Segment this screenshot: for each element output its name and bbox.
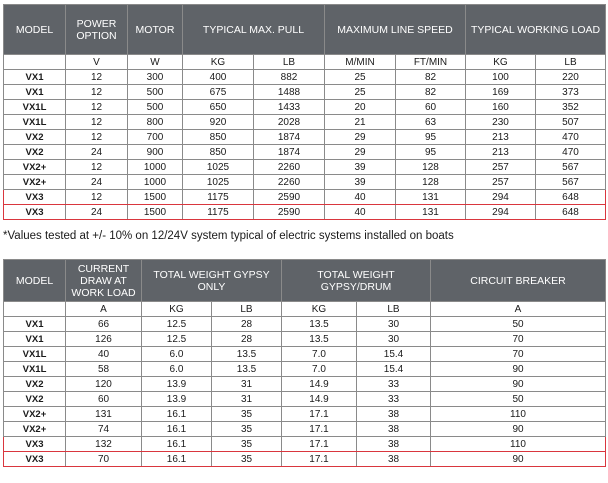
value-cell: 100 [466,70,536,85]
value-cell: 920 [183,115,254,130]
table-row [4,377,606,392]
value-cell: 257 [466,175,536,190]
value-cell: 12.5 [142,332,212,347]
weights-table [3,259,606,467]
units-row [4,302,606,317]
value-cell: 38 [357,437,431,452]
value-cell: 15.4 [357,362,431,377]
value-cell: 12 [66,85,128,100]
unit-cell [4,302,66,317]
table-row [4,392,606,407]
value-cell: 50 [431,392,606,407]
unit-cell: A [66,302,142,317]
value-cell: 1874 [254,145,325,160]
table-row [4,347,606,362]
model-cell: VX1L [4,347,66,362]
model-cell: VX3 [4,190,66,205]
model-cell: VX2+ [4,175,66,190]
value-cell: 13.5 [212,362,282,377]
value-cell: 13.5 [282,332,357,347]
table-row [4,332,606,347]
model-cell: VX2+ [4,407,66,422]
value-cell: 17.1 [282,452,357,467]
value-cell: 60 [66,392,142,407]
value-cell: 2260 [254,160,325,175]
value-cell: 110 [431,437,606,452]
value-cell: 2028 [254,115,325,130]
value-cell: 6.0 [142,362,212,377]
model-cell: VX2 [4,130,66,145]
value-cell: 294 [466,190,536,205]
table-row [4,205,606,220]
table-row [4,70,606,85]
value-cell: 1488 [254,85,325,100]
value-cell: 16.1 [142,422,212,437]
value-cell: 126 [66,332,142,347]
header-model: MODEL [4,5,66,55]
value-cell: 213 [466,130,536,145]
value-cell: 13.9 [142,392,212,407]
value-cell: 30 [357,332,431,347]
model-cell: VX1 [4,85,66,100]
model-cell: VX1 [4,70,66,85]
value-cell: 30 [357,317,431,332]
value-cell: 90 [431,377,606,392]
value-cell: 29 [325,145,396,160]
value-cell: 63 [396,115,466,130]
model-cell: VX3 [4,452,66,467]
value-cell: 160 [466,100,536,115]
value-cell: 12 [66,70,128,85]
unit-cell: KG [282,302,357,317]
value-cell: 58 [66,362,142,377]
value-cell: 1500 [128,205,183,220]
value-cell: 470 [536,130,606,145]
value-cell: 567 [536,160,606,175]
unit-cell: A [431,302,606,317]
table-row [4,362,606,377]
unit-cell [4,55,66,70]
value-cell: 1025 [183,175,254,190]
value-cell: 1025 [183,160,254,175]
table-row [4,407,606,422]
value-cell: 70 [431,332,606,347]
value-cell: 1000 [128,175,183,190]
header-line-speed: MAXIMUM LINE SPEED [325,5,466,55]
value-cell: 12.5 [142,317,212,332]
value-cell: 35 [212,437,282,452]
value-cell: 700 [128,130,183,145]
value-cell: 882 [254,70,325,85]
value-cell: 25 [325,85,396,100]
value-cell: 675 [183,85,254,100]
value-cell: 25 [325,70,396,85]
value-cell: 74 [66,422,142,437]
table-row [4,160,606,175]
value-cell: 21 [325,115,396,130]
value-cell: 95 [396,130,466,145]
value-cell: 38 [357,452,431,467]
value-cell: 33 [357,392,431,407]
value-cell: 230 [466,115,536,130]
specs-table [3,4,606,220]
value-cell: 131 [396,190,466,205]
value-cell: 24 [66,175,128,190]
value-cell: 66 [66,317,142,332]
value-cell: 1000 [128,160,183,175]
unit-cell: LB [536,55,606,70]
value-cell: 1175 [183,190,254,205]
value-cell: 648 [536,190,606,205]
model-cell: VX1L [4,115,66,130]
value-cell: 2260 [254,175,325,190]
value-cell: 28 [212,332,282,347]
value-cell: 373 [536,85,606,100]
value-cell: 6.0 [142,347,212,362]
value-cell: 24 [66,205,128,220]
value-cell: 14.9 [282,392,357,407]
value-cell: 1433 [254,100,325,115]
value-cell: 400 [183,70,254,85]
value-cell: 294 [466,205,536,220]
value-cell: 12 [66,130,128,145]
value-cell: 14.9 [282,377,357,392]
value-cell: 850 [183,145,254,160]
value-cell: 110 [431,407,606,422]
model-cell: VX2+ [4,160,66,175]
value-cell: 300 [128,70,183,85]
value-cell: 16.1 [142,452,212,467]
model-cell: VX2 [4,145,66,160]
unit-cell: KG [466,55,536,70]
value-cell: 17.1 [282,437,357,452]
unit-cell: V [66,55,128,70]
table-row [4,115,606,130]
value-cell: 507 [536,115,606,130]
unit-cell: W [128,55,183,70]
table-row [4,422,606,437]
unit-cell: KG [142,302,212,317]
units-row [4,55,606,70]
header-weight-gypsy: TOTAL WEIGHT GYPSY ONLY [142,260,282,302]
model-cell: VX1L [4,362,66,377]
value-cell: 31 [212,392,282,407]
value-cell: 12 [66,160,128,175]
value-cell: 2590 [254,190,325,205]
model-cell: VX2+ [4,422,66,437]
value-cell: 35 [212,407,282,422]
header-motor: MOTOR [128,5,183,55]
header-circuit-breaker: CIRCUIT BREAKER [431,260,606,302]
value-cell: 82 [396,85,466,100]
value-cell: 7.0 [282,362,357,377]
value-cell: 39 [325,160,396,175]
table-row [4,145,606,160]
header-power-option: POWER OPTION [66,5,128,55]
table-row [4,85,606,100]
value-cell: 15.4 [357,347,431,362]
value-cell: 40 [325,190,396,205]
value-cell: 220 [536,70,606,85]
model-cell: VX1L [4,100,66,115]
value-cell: 38 [357,422,431,437]
value-cell: 35 [212,452,282,467]
table-row [4,317,606,332]
value-cell: 500 [128,85,183,100]
value-cell: 169 [466,85,536,100]
value-cell: 33 [357,377,431,392]
value-cell: 131 [66,407,142,422]
value-cell: 352 [536,100,606,115]
value-cell: 90 [431,422,606,437]
model-cell: VX2 [4,377,66,392]
table-row [4,100,606,115]
model-cell: VX3 [4,437,66,452]
unit-cell: KG [183,55,254,70]
value-cell: 90 [431,452,606,467]
value-cell: 35 [212,422,282,437]
footnote: *Values tested at +/- 10% on 12/24V system typical of electric systems installed on boats [3,230,454,242]
model-cell: VX1 [4,332,66,347]
header-model: MODEL [4,260,66,302]
value-cell: 16.1 [142,437,212,452]
value-cell: 17.1 [282,407,357,422]
value-cell: 650 [183,100,254,115]
value-cell: 800 [128,115,183,130]
value-cell: 12 [66,100,128,115]
value-cell: 13.5 [282,317,357,332]
model-cell: VX3 [4,205,66,220]
table-row [4,452,606,467]
value-cell: 1874 [254,130,325,145]
value-cell: 128 [396,160,466,175]
value-cell: 900 [128,145,183,160]
model-cell: VX1 [4,317,66,332]
value-cell: 70 [66,452,142,467]
table-row [4,130,606,145]
header-max-pull: TYPICAL MAX. PULL [183,5,325,55]
header-weight-gypsy-drum: TOTAL WEIGHT GYPSY/DRUM [282,260,431,302]
value-cell: 31 [212,377,282,392]
value-cell: 1500 [128,190,183,205]
value-cell: 24 [66,145,128,160]
value-cell: 257 [466,160,536,175]
value-cell: 470 [536,145,606,160]
value-cell: 12 [66,190,128,205]
value-cell: 7.0 [282,347,357,362]
value-cell: 82 [396,70,466,85]
value-cell: 29 [325,130,396,145]
unit-cell: LB [254,55,325,70]
table-row [4,437,606,452]
table-row [4,175,606,190]
value-cell: 90 [431,362,606,377]
value-cell: 20 [325,100,396,115]
value-cell: 648 [536,205,606,220]
value-cell: 28 [212,317,282,332]
value-cell: 16.1 [142,407,212,422]
value-cell: 50 [431,317,606,332]
value-cell: 213 [466,145,536,160]
unit-cell: LB [357,302,431,317]
value-cell: 17.1 [282,422,357,437]
value-cell: 12 [66,115,128,130]
value-cell: 500 [128,100,183,115]
value-cell: 131 [396,205,466,220]
value-cell: 567 [536,175,606,190]
table-row [4,190,606,205]
value-cell: 2590 [254,205,325,220]
value-cell: 39 [325,175,396,190]
model-cell: VX2 [4,392,66,407]
value-cell: 40 [325,205,396,220]
value-cell: 120 [66,377,142,392]
value-cell: 13.9 [142,377,212,392]
value-cell: 13.5 [212,347,282,362]
header-working-load: TYPICAL WORKING LOAD [466,5,606,55]
value-cell: 128 [396,175,466,190]
unit-cell: FT/MIN [396,55,466,70]
value-cell: 132 [66,437,142,452]
value-cell: 60 [396,100,466,115]
value-cell: 1175 [183,205,254,220]
unit-cell: LB [212,302,282,317]
value-cell: 850 [183,130,254,145]
header-current-draw: CURRENT DRAW AT WORK LOAD [66,260,142,302]
value-cell: 70 [431,347,606,362]
value-cell: 95 [396,145,466,160]
unit-cell: M/MIN [325,55,396,70]
value-cell: 40 [66,347,142,362]
value-cell: 38 [357,407,431,422]
